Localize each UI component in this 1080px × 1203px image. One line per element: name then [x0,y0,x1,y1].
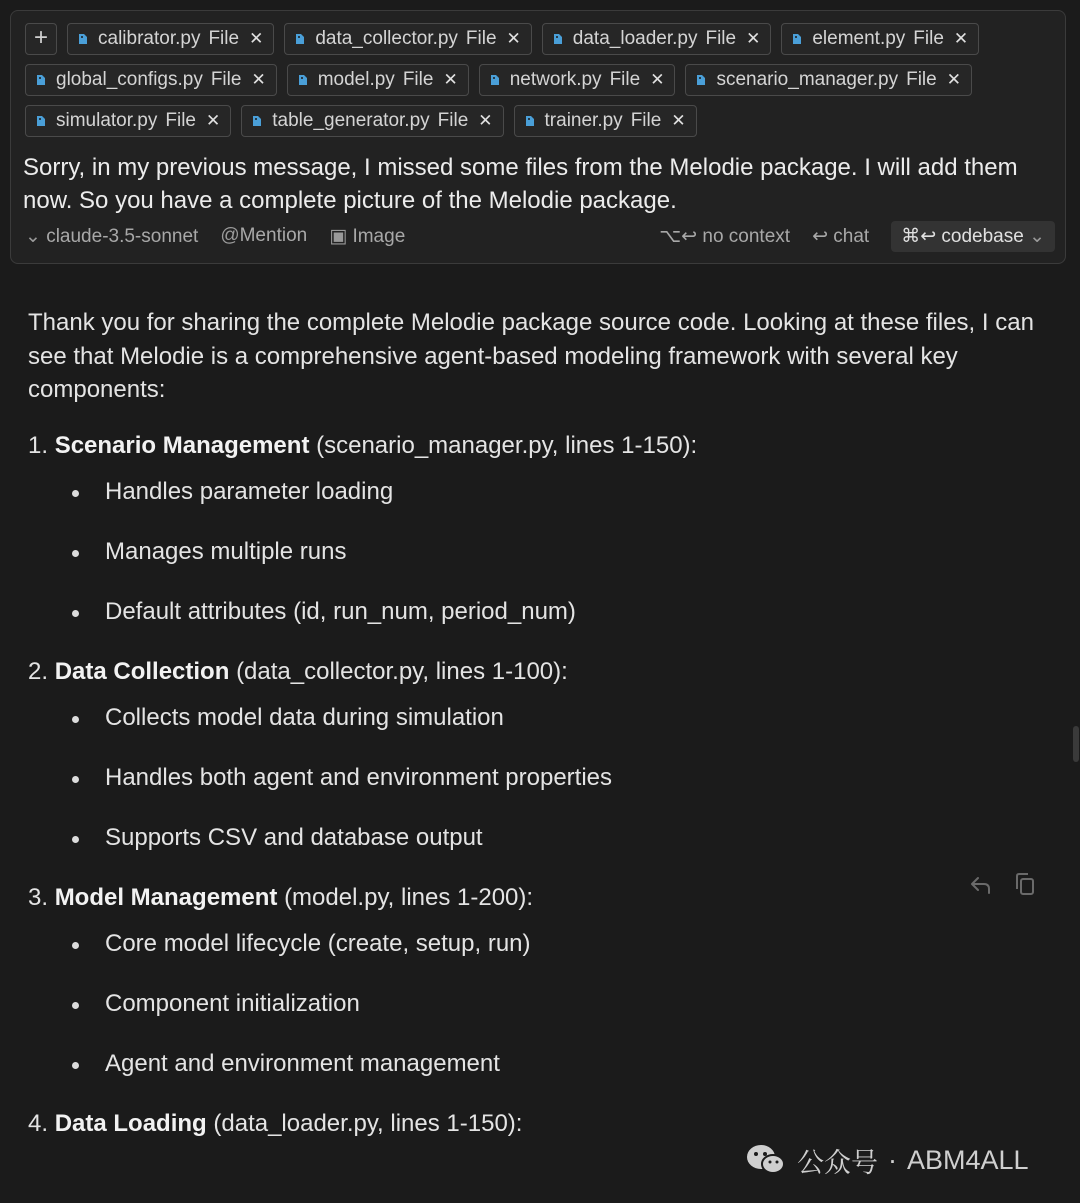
file-chip-kind: File [465,28,497,49]
file-chip-kind: File [906,69,937,90]
list-item: Default attributes (id, run_num, period_num) [28,582,1053,642]
close-icon[interactable]: ✕ [206,111,221,130]
image-icon: ▣ [329,225,348,247]
chat-shortcut: ↩ [812,225,828,247]
close-icon[interactable]: ✕ [251,70,266,89]
chevron-down-icon: ⌄ [1029,225,1045,247]
file-chip-kind: File [210,69,242,90]
at-icon: @ [220,225,240,246]
file-chip-kind: File [402,69,434,90]
list-item: Agent and environment management [28,1034,1053,1094]
list-item: Collects model data during simulation [28,688,1053,748]
list-item: Manages multiple runs [28,522,1053,582]
section-heading: 2. Data Collection (data_collector.py, lines 1-100): [28,657,568,685]
close-icon[interactable]: ✕ [650,70,665,89]
bullet-list [28,462,1053,642]
model-selector[interactable] [25,225,198,248]
file-chip-name: data_collector.py [315,28,458,49]
section-title: Scenario Management [54,431,310,459]
section-heading: 3. Model Management (model.py, lines 1-200): [28,883,534,911]
bullet-list [28,914,1053,1094]
scrollbar-thumb[interactable] [1073,726,1079,762]
file-chip-kind: File [913,28,944,49]
python-file-icon [523,114,537,128]
section-heading: 4. Data Loading (data_loader.py, lines 1-150): [28,1109,523,1137]
section-ref: (scenario_manager.py, lines 1-150): [316,431,698,459]
bullet-list [28,688,1053,868]
close-icon[interactable]: ✕ [746,29,761,48]
reply-icon[interactable] [968,872,994,898]
python-file-icon [551,32,565,46]
close-icon[interactable]: ✕ [946,70,961,89]
file-chip-kind: File [705,28,737,49]
chat-label: chat [833,225,870,247]
codebase-label: codebase [941,225,1024,247]
no-context-shortcut: ⌥↩ [659,225,698,247]
file-chip[interactable] [25,64,277,96]
list-item: Component initialization [28,974,1053,1034]
file-chip[interactable] [25,105,231,137]
assistant-response [28,306,1053,1140]
file-chip[interactable] [781,23,979,55]
python-file-icon [296,73,310,87]
file-chip-name: simulator.py [56,110,158,131]
close-icon[interactable]: ✕ [671,111,686,130]
file-chip-name: model.py [317,69,395,90]
file-chip-name: element.py [812,28,906,49]
copy-icon[interactable] [1013,871,1039,899]
section-ref: (data_loader.py, lines 1-150): [213,1109,523,1137]
python-file-icon [250,114,264,128]
file-chip-name: trainer.py [544,110,623,131]
file-chip[interactable] [479,64,676,96]
list-item: Core model lifecycle (create, setup, run) [28,914,1053,974]
file-chip[interactable] [685,64,972,96]
codebase-shortcut: ⌘↩ [901,225,937,247]
list-item: Supports CSV and database output [28,808,1053,868]
python-file-icon [790,32,804,46]
model-name: claude-3.5-sonnet [46,225,199,247]
context-file-chips [25,23,1055,146]
section-title: Model Management [54,883,278,911]
file-chip[interactable] [284,23,531,55]
response-intro: Thank you for sharing the complete Melodie package source code. Looking at these files, I can see that Melodie is a comprehensive agent-based modeling framework with several key components: [28,309,1034,403]
list-item: Handles parameter loading [28,462,1053,522]
watermark-account: 公众号 [797,1147,878,1178]
file-chip-name: calibrator.py [98,28,201,49]
list-item: Handles both agent and environment properties [28,748,1053,808]
python-file-icon [488,73,502,87]
watermark-separator: · [888,1144,897,1175]
watermark [745,1140,1029,1180]
file-chip-kind: File [609,69,641,90]
chip-row-1 [25,23,1055,55]
file-chip[interactable] [514,105,697,137]
user-message-text[interactable]: Sorry, in my previous message, I missed some files from the Melodie package. I will add them now. So you have a complete picture of the Melodie package. [23,154,1018,214]
file-chip-kind: File [437,110,469,131]
file-chip-name: scenario_manager.py [716,69,899,90]
chip-row-3 [25,105,1055,137]
chat-composer [10,10,1066,264]
python-file-icon [34,114,48,128]
close-icon[interactable]: ✕ [249,29,264,48]
file-chip-kind: File [208,28,240,49]
python-file-icon [34,73,48,87]
close-icon[interactable]: ✕ [478,111,493,130]
file-chip[interactable] [67,23,274,55]
chat-button[interactable] [812,225,869,248]
section-heading: 1. Scenario Management (scenario_manager.py, lines 1-150): [28,431,698,459]
mention-label: Mention [239,225,308,246]
add-context-button[interactable]: + [25,23,57,55]
section-title: Data Collection [54,657,230,685]
close-icon[interactable]: ✕ [953,29,969,48]
file-chip[interactable] [287,64,469,96]
no-context-button[interactable] [659,225,790,248]
mention-button[interactable] [220,225,307,247]
file-chip-name: network.py [509,69,602,90]
close-icon[interactable]: ✕ [443,70,458,89]
section-ref: (data_collector.py, lines 1-100): [236,657,568,685]
chevron-down-icon: ⌄ [25,225,41,247]
file-chip-kind: File [630,110,662,131]
wechat-icon [745,1142,787,1178]
file-chip-name: global_configs.py [56,69,203,90]
image-button[interactable] [329,225,405,248]
file-chip-kind: File [165,110,196,131]
python-file-icon [293,32,307,46]
file-chip[interactable] [241,105,503,137]
section-title: Data Loading [54,1109,207,1137]
file-chip-name: data_loader.py [572,28,698,49]
section-ref: (model.py, lines 1-200): [284,883,534,911]
file-chip[interactable] [542,23,772,55]
composer-footer [25,219,1055,253]
watermark-name: ABM4ALL [907,1144,1029,1175]
codebase-button[interactable] [891,221,1055,252]
python-file-icon [694,73,708,87]
chip-row-2 [25,64,1055,96]
no-context-label: no context [702,225,791,247]
file-chip-name: table_generator.py [272,110,430,131]
image-label: Image [352,225,406,247]
python-file-icon [76,32,90,46]
close-icon[interactable]: ✕ [506,29,521,48]
